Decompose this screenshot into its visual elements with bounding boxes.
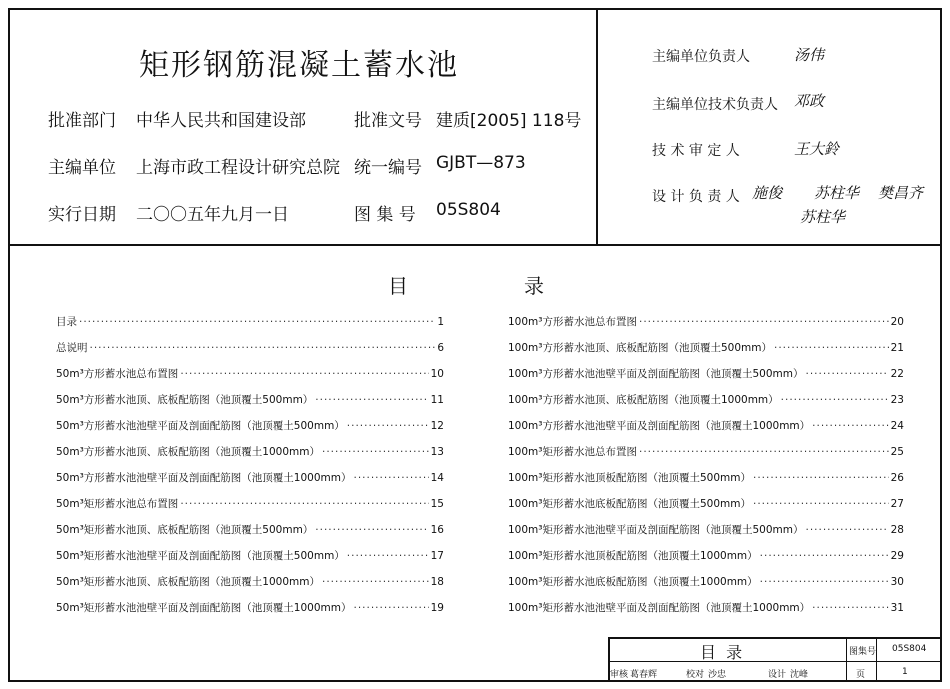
signature-row-technical-head bbox=[652, 92, 825, 114]
effective-date-value: 二〇〇五年九月一日 bbox=[136, 205, 289, 225]
toc-leader-dots bbox=[322, 446, 429, 458]
toc-entry-title: 100m³矩形蓄水池底板配筋图（池顶覆土1000mm） bbox=[508, 576, 758, 588]
toc-entry-title: 100m³方形蓄水池顶、底板配筋图（池顶覆土500mm） bbox=[508, 342, 772, 354]
atlas-number-label: 图 集 号 bbox=[354, 205, 416, 225]
toc-entry-page: 1 bbox=[437, 316, 444, 328]
toc-entry-title: 100m³矩形蓄水池总布置图 bbox=[508, 446, 637, 458]
design-label: 设计 bbox=[768, 670, 787, 680]
toc-entry[interactable] bbox=[508, 600, 904, 615]
signature-row-design-lead bbox=[652, 184, 924, 226]
toc-entry-page: 29 bbox=[890, 550, 904, 562]
toc-entry-title: 50m³矩形蓄水池顶、底板配筋图（池顶覆土1000mm） bbox=[56, 576, 320, 588]
toc-entry-title: 50m³方形蓄水池池壁平面及剖面配筋图（池顶覆土1000mm） bbox=[56, 472, 352, 484]
toc-entry[interactable] bbox=[508, 496, 904, 511]
toc-entry-page: 16 bbox=[430, 524, 444, 536]
title-block-col-line bbox=[876, 637, 877, 682]
toc-entry-title: 100m³矩形蓄水池顶板配筋图（池顶覆土1000mm） bbox=[508, 550, 758, 562]
toc-entry[interactable] bbox=[508, 470, 904, 485]
toc-heading-right: 录 bbox=[524, 274, 544, 298]
toc-leader-dots bbox=[322, 576, 429, 588]
toc-entry[interactable] bbox=[56, 418, 444, 433]
review-name: 葛春辉 bbox=[630, 670, 658, 680]
toc-entry-page: 11 bbox=[430, 394, 444, 406]
toc-entry[interactable] bbox=[508, 314, 904, 329]
role-label: 设 计 负 责 人 bbox=[652, 189, 740, 205]
signature-name: 施俊 bbox=[752, 184, 783, 202]
toc-entry-title: 50m³矩形蓄水池总布置图 bbox=[56, 498, 179, 510]
toc-entry-page: 31 bbox=[890, 602, 904, 614]
toc-entry-page: 20 bbox=[890, 316, 904, 328]
toc-entry-title: 50m³方形蓄水池总布置图 bbox=[56, 368, 179, 380]
chief-unit-value: 上海市政工程设计研究总院 bbox=[136, 158, 340, 178]
toc-leader-dots bbox=[180, 498, 428, 510]
toc-entry[interactable] bbox=[56, 522, 444, 537]
signature-name: 苏柱华 bbox=[814, 184, 860, 202]
signature-row-chief-unit-head bbox=[652, 46, 825, 66]
approval-doc-label: 批准文号 bbox=[354, 111, 422, 131]
toc-entry-page: 18 bbox=[430, 576, 444, 588]
page-label: 页 bbox=[856, 670, 866, 680]
toc-leader-dots bbox=[347, 420, 429, 432]
toc-leader-dots bbox=[90, 342, 436, 354]
toc-entry-title: 50m³方形蓄水池顶、底板配筋图（池顶覆土500mm） bbox=[56, 394, 314, 406]
toc-entry-title: 100m³方形蓄水池顶、底板配筋图（池顶覆土1000mm） bbox=[508, 394, 779, 406]
toc-entry-page: 23 bbox=[890, 394, 904, 406]
toc-entry[interactable] bbox=[508, 522, 904, 537]
toc-leader-dots bbox=[805, 524, 888, 536]
toc-leader-dots bbox=[760, 576, 889, 588]
toc-leader-dots bbox=[353, 602, 428, 614]
toc-leader-dots bbox=[180, 368, 428, 380]
toc-leader-dots bbox=[774, 342, 889, 354]
toc-leader-dots bbox=[639, 446, 889, 458]
toc-entry-title: 总说明 bbox=[56, 342, 88, 354]
design-name: 沈峰 bbox=[790, 670, 809, 680]
approval-dept-value: 中华人民共和国建设部 bbox=[136, 111, 306, 131]
toc-leader-dots bbox=[347, 550, 429, 562]
toc-entry-title: 50m³矩形蓄水池池壁平面及剖面配筋图（池顶覆土1000mm） bbox=[56, 602, 352, 614]
check-name: 沙忠 bbox=[708, 670, 727, 680]
toc-entry-page: 22 bbox=[890, 368, 904, 380]
signature-name: 王大鈴 bbox=[794, 140, 840, 158]
review-label: 审核 bbox=[610, 670, 629, 680]
role-label: 技 术 审 定 人 bbox=[652, 143, 740, 159]
toc-leader-dots bbox=[812, 602, 888, 614]
toc-leader-dots bbox=[79, 316, 435, 328]
toc-leader-dots bbox=[805, 368, 888, 380]
signature-row-technical-reviewer bbox=[652, 140, 840, 160]
toc-entry-title: 目录 bbox=[56, 316, 77, 328]
approval-doc-value: 建质[2005] 118号 bbox=[436, 111, 582, 131]
toc-entry-page: 15 bbox=[430, 498, 444, 510]
toc-entry[interactable] bbox=[56, 314, 444, 329]
toc-entry[interactable] bbox=[56, 444, 444, 459]
toc-entry-page: 25 bbox=[890, 446, 904, 458]
toc-entry[interactable] bbox=[508, 418, 904, 433]
signature-name: 汤伟 bbox=[794, 46, 825, 64]
toc-entry[interactable] bbox=[508, 340, 904, 355]
toc-entry-title: 100m³方形蓄水池池壁平面及剖面配筋图（池顶覆土1000mm） bbox=[508, 420, 811, 432]
atlas-number-value: 05S804 bbox=[436, 200, 501, 220]
toc-entry[interactable] bbox=[56, 574, 444, 589]
title-block-atlas-value: 05S804 bbox=[892, 644, 927, 654]
toc-entry-page: 14 bbox=[430, 472, 444, 484]
atlas-title: 矩形钢筋混凝土蓄水池 bbox=[139, 48, 459, 83]
toc-entry-title: 100m³方形蓄水池池壁平面及剖面配筋图（池顶覆土500mm） bbox=[508, 368, 804, 380]
toc-entry[interactable] bbox=[508, 574, 904, 589]
toc-entry-page: 30 bbox=[890, 576, 904, 588]
toc-entry-title: 50m³方形蓄水池池壁平面及剖面配筋图（池顶覆土500mm） bbox=[56, 420, 345, 432]
toc-entry-page: 12 bbox=[430, 420, 444, 432]
toc-entry-page: 10 bbox=[430, 368, 444, 380]
toc-entry-page: 26 bbox=[890, 472, 904, 484]
toc-leader-dots bbox=[812, 420, 888, 432]
title-block-title: 目 录 bbox=[700, 643, 743, 662]
toc-entry-page: 19 bbox=[430, 602, 444, 614]
toc-entry-title: 50m³方形蓄水池顶、底板配筋图（池顶覆土1000mm） bbox=[56, 446, 320, 458]
toc-leader-dots bbox=[760, 550, 889, 562]
unified-number-value: GJBT—873 bbox=[436, 153, 526, 173]
toc-entry-page: 6 bbox=[437, 342, 444, 354]
toc-leader-dots bbox=[753, 472, 889, 484]
toc-entry-title: 100m³矩形蓄水池池壁平面及剖面配筋图（池顶覆土500mm） bbox=[508, 524, 804, 536]
toc-entry[interactable] bbox=[56, 600, 444, 615]
toc-entry[interactable] bbox=[508, 366, 904, 381]
toc-entry[interactable] bbox=[56, 470, 444, 485]
title-block-atlas-label: 图集号 bbox=[849, 647, 877, 657]
toc-entry[interactable] bbox=[56, 392, 444, 407]
toc-entry-page: 13 bbox=[430, 446, 444, 458]
toc-leader-dots bbox=[315, 524, 428, 536]
page-value: 1 bbox=[902, 667, 908, 677]
title-block-row-line bbox=[608, 661, 942, 662]
toc-entry[interactable] bbox=[56, 548, 444, 563]
toc-leader-dots bbox=[639, 316, 889, 328]
signature-name: 樊昌齐 bbox=[878, 184, 924, 202]
title-block-col-line bbox=[846, 637, 847, 682]
toc-entry-page: 27 bbox=[890, 498, 904, 510]
toc-entry[interactable] bbox=[56, 340, 444, 355]
toc-entry[interactable] bbox=[508, 548, 904, 563]
toc-leader-dots bbox=[753, 498, 889, 510]
toc-entry-title: 100m³矩形蓄水池底板配筋图（池顶覆土500mm） bbox=[508, 498, 751, 510]
toc-entry-page: 21 bbox=[890, 342, 904, 354]
toc-leader-dots bbox=[781, 394, 889, 406]
signature-name: 苏柱华 bbox=[800, 208, 846, 226]
toc-entry-title: 50m³矩形蓄水池顶、底板配筋图（池顶覆土500mm） bbox=[56, 524, 314, 536]
toc-entry-title: 100m³矩形蓄水池顶板配筋图（池顶覆土500mm） bbox=[508, 472, 751, 484]
toc-entry[interactable] bbox=[508, 444, 904, 459]
toc-entry-title: 50m³矩形蓄水池池壁平面及剖面配筋图（池顶覆土500mm） bbox=[56, 550, 345, 562]
toc-entry-title: 100m³方形蓄水池总布置图 bbox=[508, 316, 637, 328]
role-label: 主编单位负责人 bbox=[652, 49, 750, 65]
chief-unit-label: 主编单位 bbox=[48, 158, 116, 178]
header-divider bbox=[8, 244, 942, 246]
signature-name: 邓政 bbox=[794, 92, 825, 110]
toc-entry-page: 24 bbox=[890, 420, 904, 432]
toc-heading-left: 目 bbox=[388, 274, 408, 298]
toc-entry[interactable] bbox=[508, 392, 904, 407]
toc-leader-dots bbox=[353, 472, 428, 484]
check-label: 校对 bbox=[686, 670, 705, 680]
unified-number-label: 统一编号 bbox=[354, 158, 422, 178]
toc-entry-title: 100m³矩形蓄水池池壁平面及剖面配筋图（池顶覆土1000mm） bbox=[508, 602, 811, 614]
toc-entry[interactable] bbox=[56, 496, 444, 511]
toc-entry-page: 17 bbox=[430, 550, 444, 562]
role-label: 主编单位技术负责人 bbox=[652, 97, 778, 113]
effective-date-label: 实行日期 bbox=[48, 205, 116, 225]
toc-entry[interactable] bbox=[56, 366, 444, 381]
approval-dept-label: 批准部门 bbox=[48, 111, 116, 131]
toc-leader-dots bbox=[315, 394, 428, 406]
toc-entry-page: 28 bbox=[890, 524, 904, 536]
